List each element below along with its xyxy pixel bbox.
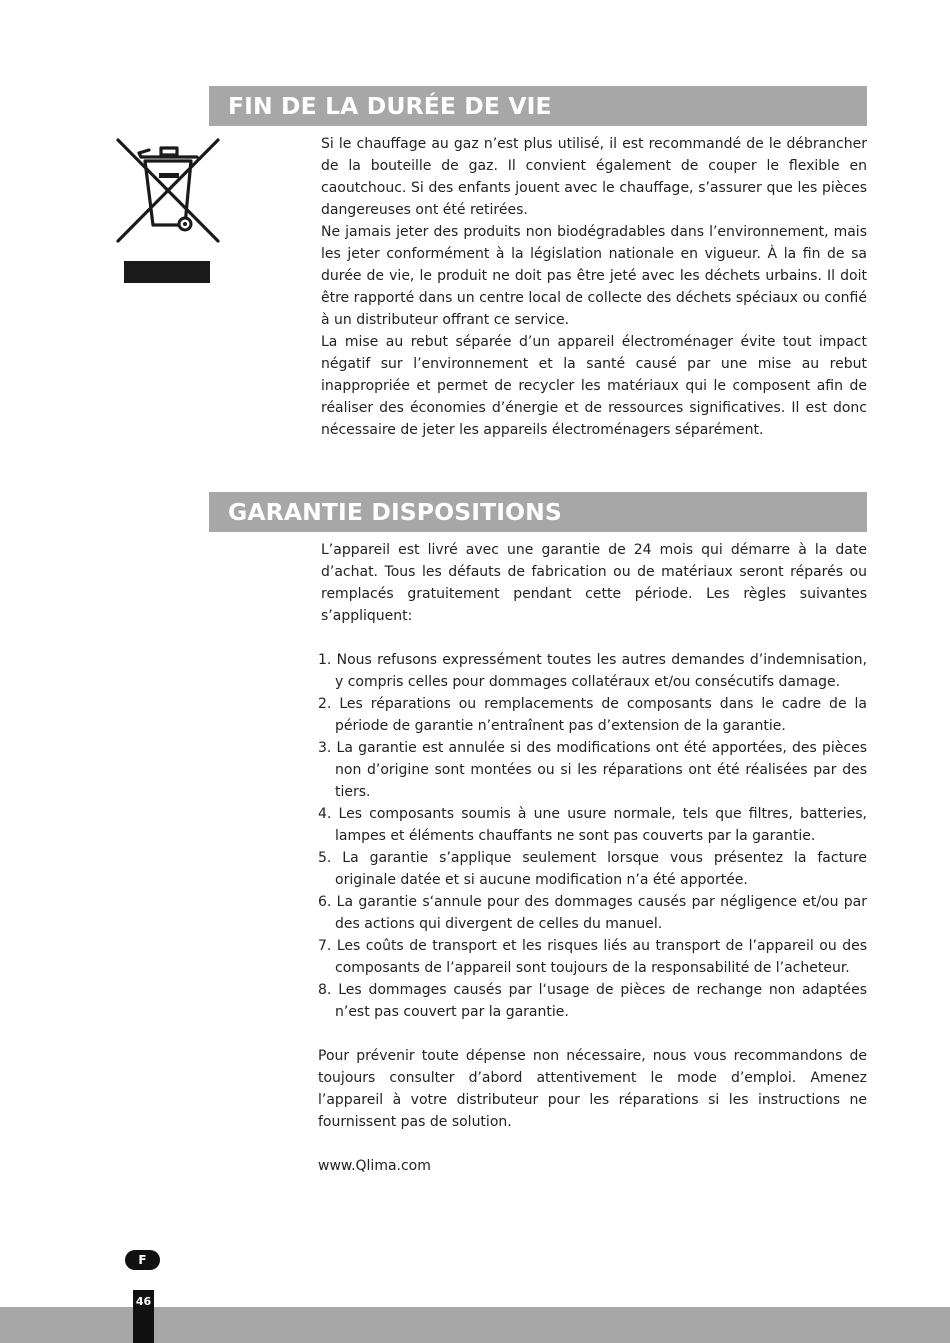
list-number: 4. [318,806,332,822]
list-text: La garantie s’applique seulement lorsque vous présentez la facture originale datée et si aucune modification n’a été apportée. [335,850,867,888]
list-text: La garantie est annulée si des modifications ont été apportées, des pièces non d’origine sont montées ou si les réparations ont été réalisées par des tiers. [335,740,868,800]
section-title-end-of-life: FIN DE LA DURÉE DE VIE [209,86,867,126]
list-item [318,803,867,847]
warranty-intro [321,539,867,627]
list-number: 7. [318,938,332,954]
paragraph: Si le chauffage au gaz n’est plus utilisé, il est recommandé de le débrancher de la bouteille de gaz. Il convient également de couper le flexible en caoutchouc. Si des enfants jouent avec le chauffage, s’assurer que les pièces dangereuses ont été retirées. [321,136,867,218]
list-item [318,935,867,979]
paragraph: Ne jamais jeter des produits non biodégradables dans l’environnement, mais les jeter conformément à la législation nationale en vigueur. À la fin de sa durée de vie, le produit ne doit pas être jeté avec les déchets urbains. Il doit être rapporté dans un centre local de collecte des déchets spéciaux ou confié à un distributeur offrant ce service. [321,224,867,328]
warranty-closing [318,1045,867,1133]
warranty-rules-list [318,649,867,1023]
weee-marking-bar [124,261,210,283]
list-text: Les réparations ou remplacements de composants dans le cadre de la période de garantie n’entraînent pas d’extension de la garantie. [335,696,868,734]
list-number: 5. [318,850,332,866]
list-text: Les composants soumis à une usure normale, tels que filtres, batteries, lampes et éléments chauffants ne sont pas couverts par la garantie. [335,806,867,844]
paragraph: Pour prévenir toute dépense non nécessaire, nous vous recommandons de toujours consulter d’abord attentivement le mode d’emploi. Amenez l’appareil à votre distributeur pour les réparations si les instructions ne fournissent pas de solution. [318,1048,867,1130]
section-title-warranty: GARANTIE DISPOSITIONS [209,492,867,532]
list-item [318,979,867,1023]
list-item [318,737,867,803]
list-text: Nous refusons expressément toutes les autres demandes d’indemnisation, y compris celles pour dommages collatéraux et/ou consécutifs damage. [335,652,867,690]
language-badge: F [125,1250,160,1270]
list-item [318,891,867,935]
list-number: 3. [318,740,332,756]
list-text: Les coûts de transport et les risques liés au transport de l’appareil ou des composants de l’appareil sont toujours de la responsabilité de l’acheteur. [335,938,867,976]
list-item [318,693,867,737]
list-item [318,649,867,693]
list-number: 6. [318,894,332,910]
website-link[interactable]: www.Qlima.com [318,1158,431,1174]
paragraph: L’appareil est livré avec une garantie de 24 mois qui démarre à la date d’achat. Tous les défauts de fabrication ou de matériaux seront réparés ou remplacés gratuitement pendant cette période. Les règles suivantes s’appliquent: [321,542,867,624]
list-number: 2. [318,696,332,712]
list-item [318,847,867,891]
list-text: La garantie s‘annule pour des dommages causés par négligence et/ou par des actions qui divergent de celles du manuel. [335,894,868,932]
end-of-life-text [321,133,867,441]
page-number: 46 [133,1290,154,1343]
paragraph: La mise au rebut séparée d’un appareil électroménager évite tout impact négatif sur l’environnement et la santé causé par une mise au rebut inappropriée et permet de recycler les matériaux qui le composent afin de réaliser des économies d’énergie et de ressources significatives. Il est donc nécessaire de jeter les appareils électroménagers séparément. [321,334,867,438]
list-number: 8. [318,982,332,998]
list-number: 1. [318,652,332,668]
list-text: Les dommages causés par l‘usage de pièces de rechange non adaptées n’est pas couvert par la garantie. [335,982,867,1020]
crossed-out-wheelie-bin-icon [115,137,221,245]
